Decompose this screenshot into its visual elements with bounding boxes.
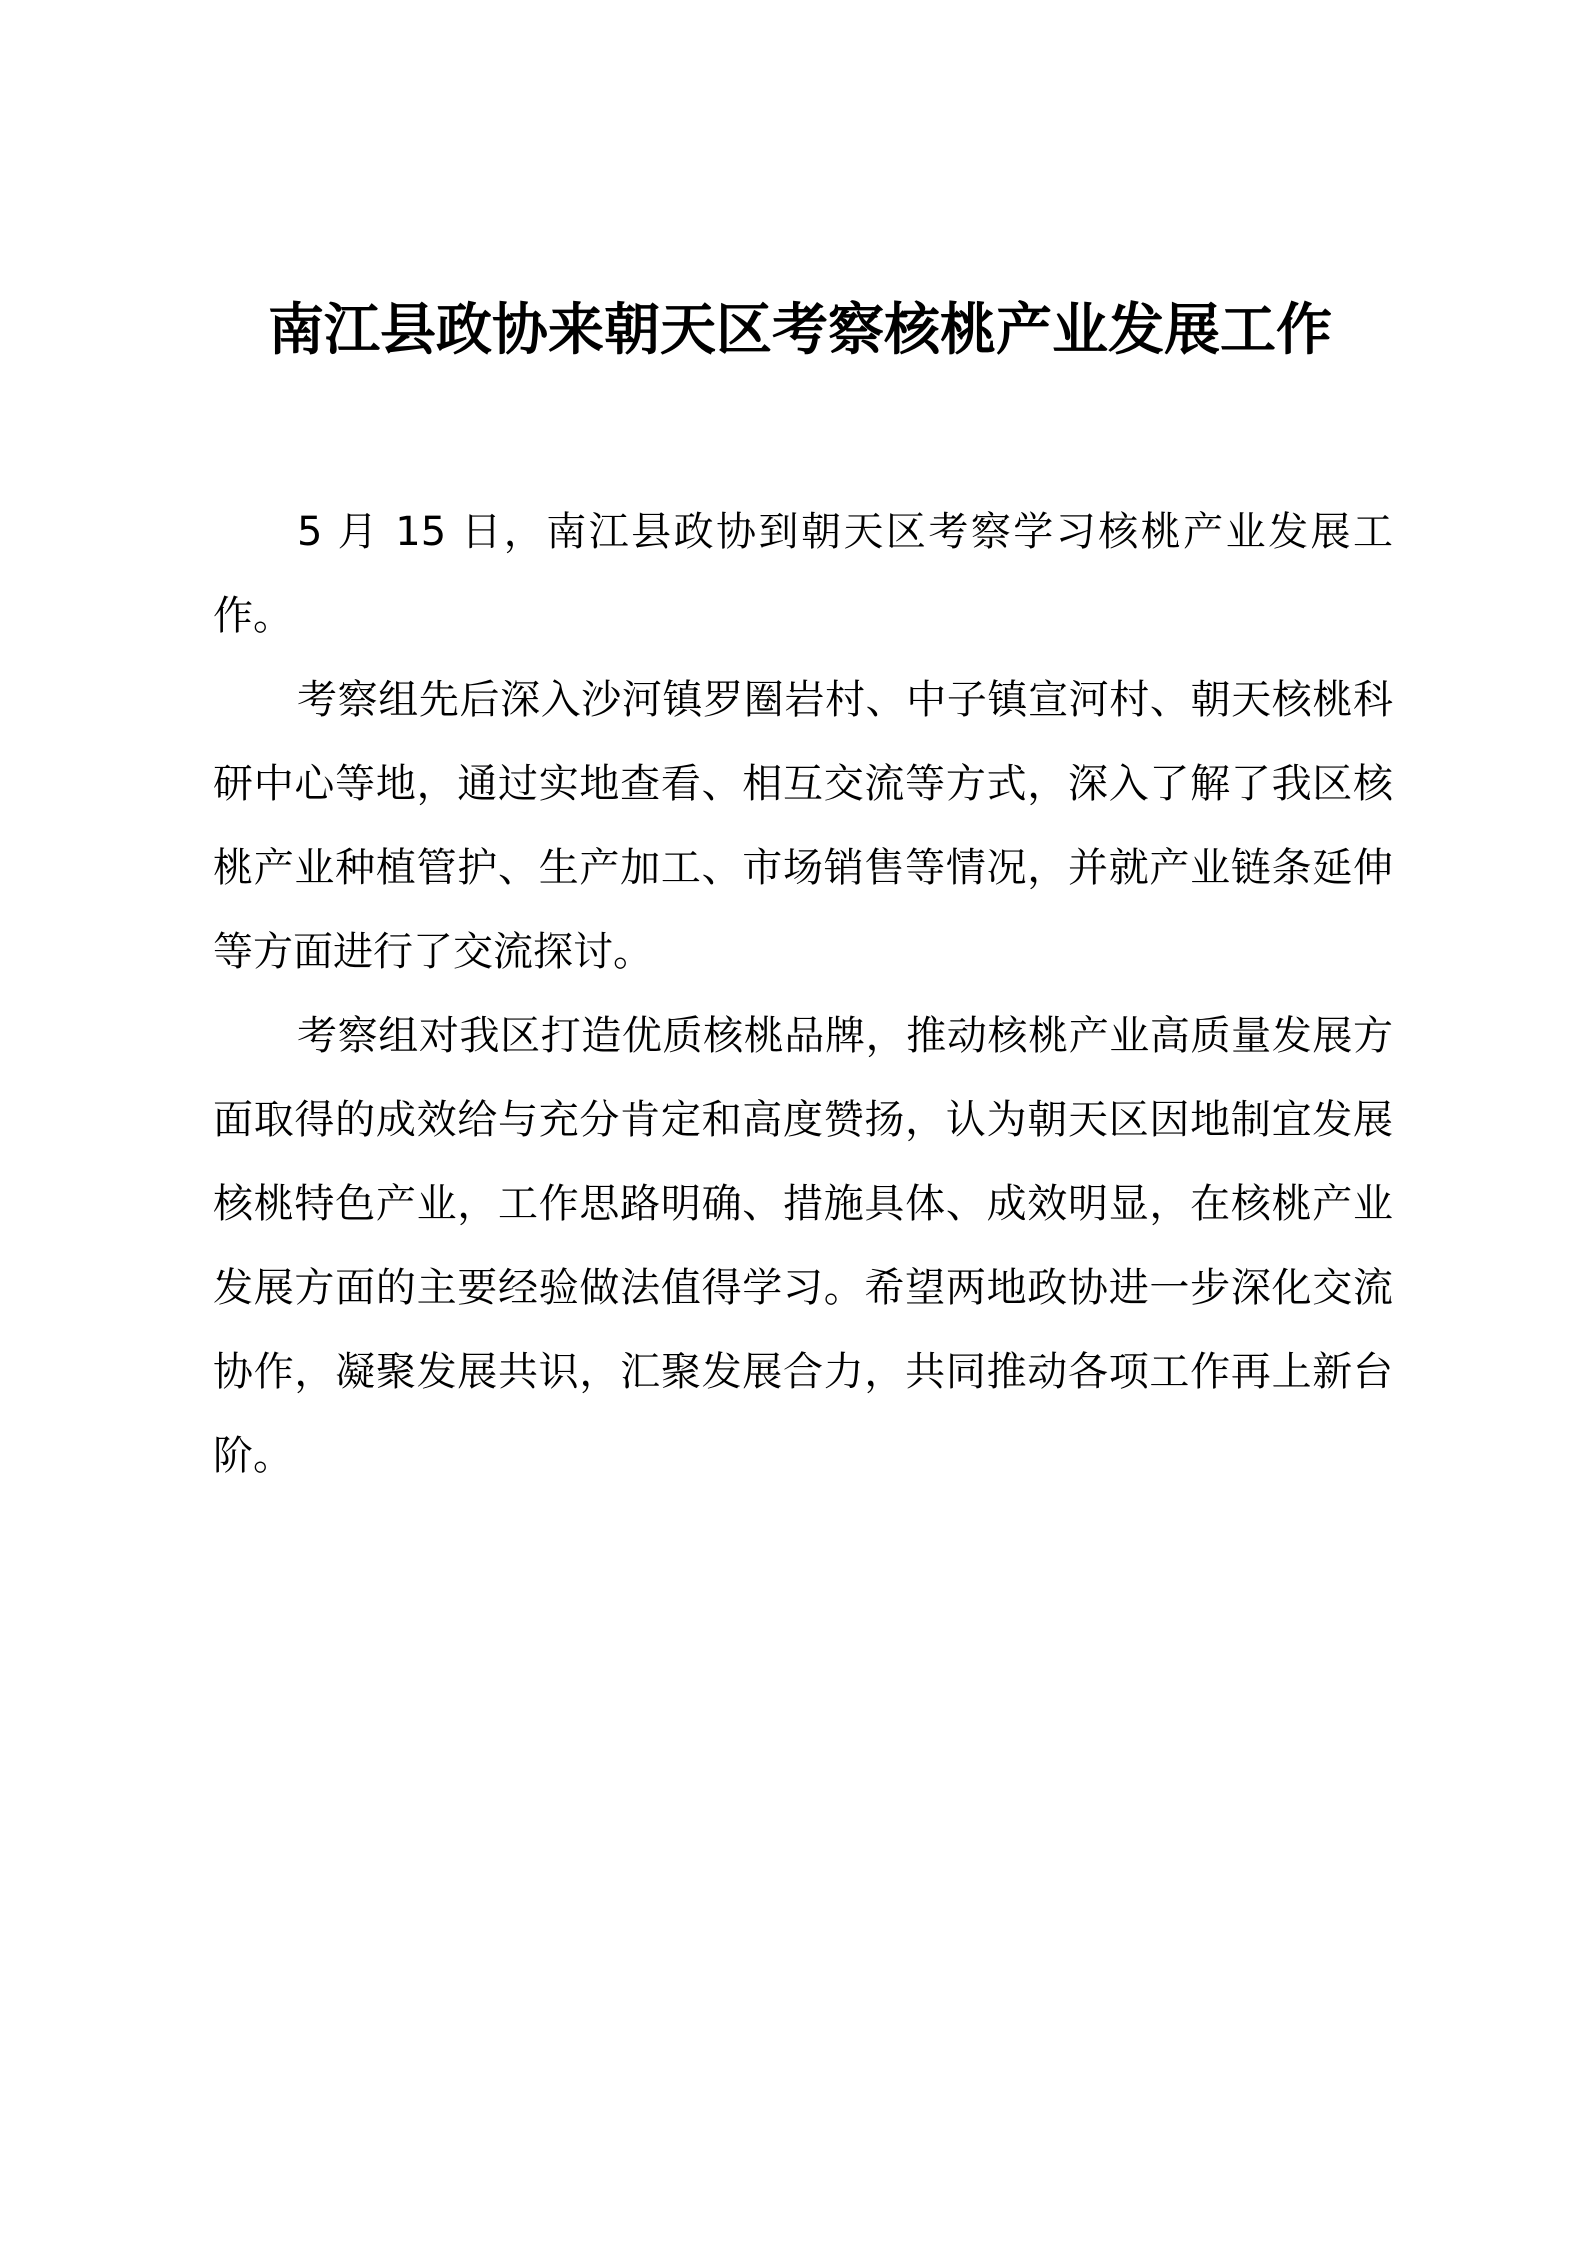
document-title: 南江县政协来朝天区考察核桃产业发展工作	[268, 297, 1332, 363]
paragraph-intro: 5 月 15 日，南江县政协到朝天区考察学习核桃产业发展工作。	[213, 509, 1393, 639]
paragraph-evaluation: 考察组对我区打造优质核桃品牌，推动核桃产业高质量发展方面取得的成效给与充分肯定和高度赞扬，认为朝天区因地制宜发展核桃特色产业，工作思路明确、措施具体、成效明显，在核桃产业发展方面的主要经验做法值得学习。希望两地政协进一步深化交流协作，凝聚发展共识，汇聚发展合力，共同推动各项工作再上新台阶。	[213, 1013, 1393, 1479]
document-body	[213, 490, 1393, 1498]
paragraph-inspection: 考察组先后深入沙河镇罗圈岩村、中子镇宣河村、朝天核桃科研中心等地，通过实地查看、相互交流等方式，深入了解了我区核桃产业种植管护、生产加工、市场销售等情况，并就产业链条延伸等方面进行了交流探讨。	[213, 677, 1393, 975]
